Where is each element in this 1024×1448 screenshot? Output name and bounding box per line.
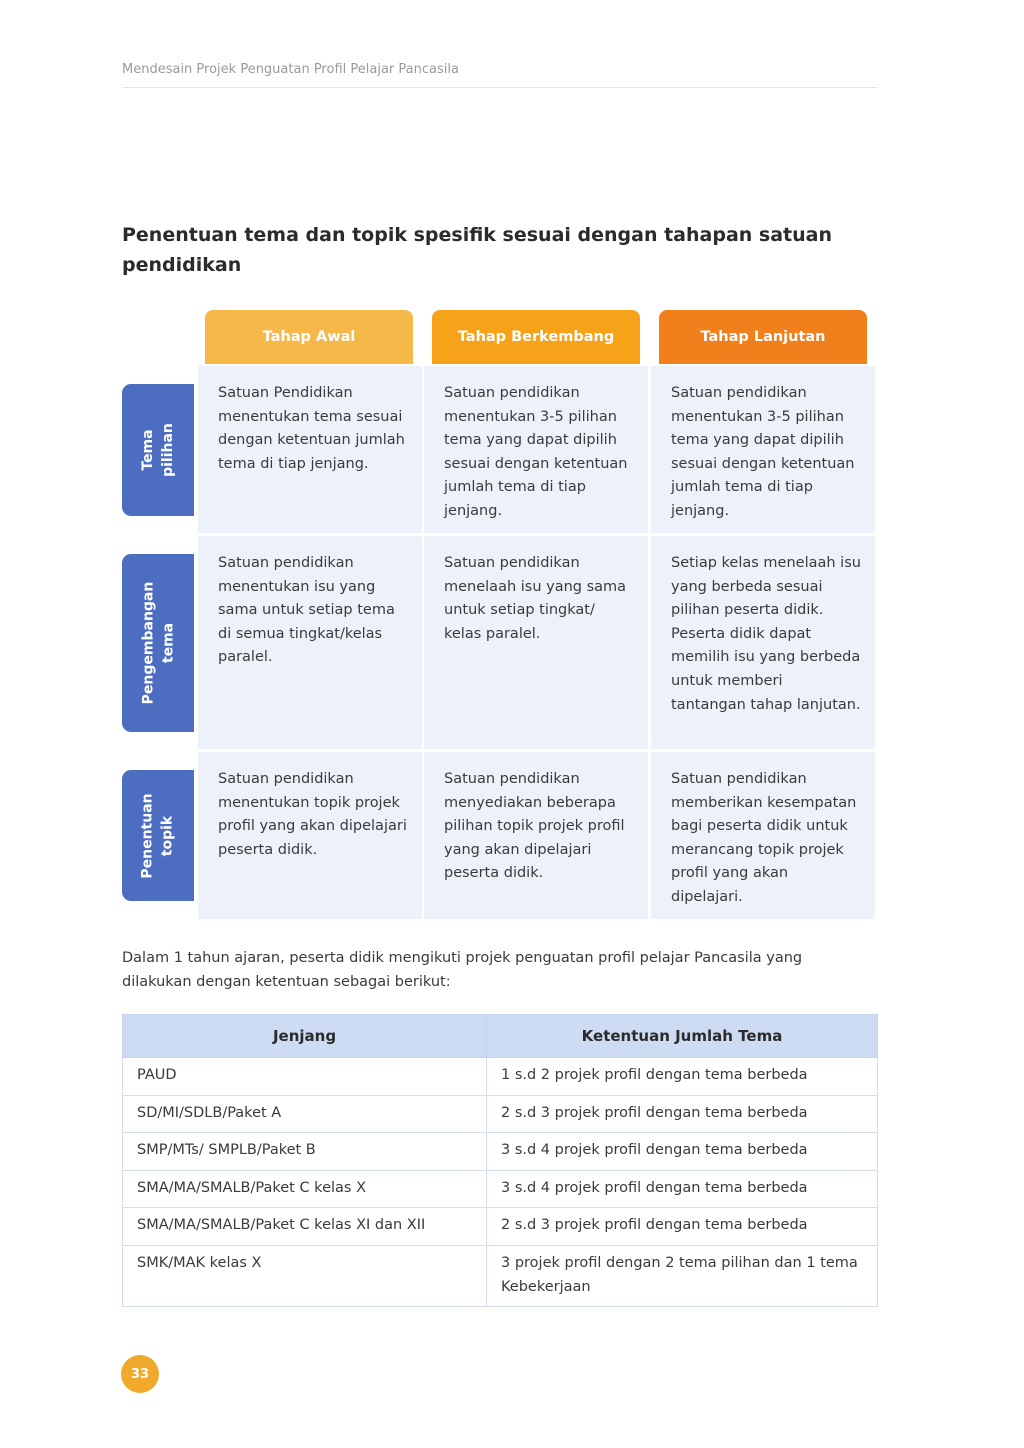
stage-header-berkembang: Tahap Berkembang xyxy=(432,310,640,364)
grid-cell: Satuan pendidikan menentukan topik projek profil yang akan dipelajari peserta didik. xyxy=(198,752,422,919)
table-cell: 3 projek profil dengan 2 tema pilihan dan 1 tema Kebekerjaan xyxy=(487,1245,878,1306)
grid-cell: Satuan pendidikan menentukan 3-5 pilihan tema yang dapat dipilih sesuai dengan ketentuan jumlah tema di tiap jenjang. xyxy=(651,366,875,533)
table-row xyxy=(123,1133,878,1171)
header-divider xyxy=(122,87,878,88)
table-row xyxy=(123,1208,878,1246)
table-cell: PAUD xyxy=(123,1058,487,1096)
table-row xyxy=(123,1058,878,1096)
table-cell: SMP/MTs/ SMPLB/Paket B xyxy=(123,1133,487,1171)
grid-cell: Satuan pendidikan menyediakan beberapa pilihan topik projek profil yang akan dipelajari peserta didik. xyxy=(424,752,648,919)
grid-cell: Satuan pendidikan memberikan kesempatan bagi peserta didik untuk merancang topik projek profil yang akan dipelajari. xyxy=(651,752,875,919)
row-tab-tema-pilihan xyxy=(122,384,194,516)
table-cell: SMA/MA/SMALB/Paket C kelas XI dan XII xyxy=(123,1208,487,1246)
row-tab-penentuan-topik xyxy=(122,770,194,901)
grid-cell: Satuan pendidikan menentukan 3-5 pilihan tema yang dapat dipilih sesuai dengan ketentuan jumlah tema di tiap jenjang. xyxy=(424,366,648,533)
stage-header-awal: Tahap Awal xyxy=(205,310,413,364)
table-row xyxy=(123,1095,878,1133)
page-number-badge: 33 xyxy=(121,1355,159,1393)
table-cell: SD/MI/SDLB/Paket A xyxy=(123,1095,487,1133)
column-header-ketentuan: Ketentuan Jumlah Tema xyxy=(487,1015,878,1058)
intro-paragraph: Dalam 1 tahun ajaran, peserta didik mengikuti projek penguatan profil pelajar Pancasila yang dilakukan dengan ketentuan sebagai berikut: xyxy=(122,950,803,990)
table-cell: 3 s.d 4 projek profil dengan tema berbeda xyxy=(487,1133,878,1171)
grid-cell: Satuan pendidikan menelaah isu yang sama untuk setiap tingkat/ kelas paralel. xyxy=(424,536,648,749)
grid-cell: Satuan pendidikan menentukan isu yang sama untuk setiap tema di semua tingkat/kelas paralel. xyxy=(198,536,422,749)
column-header-jenjang: Jenjang xyxy=(123,1015,487,1058)
grid-cell: Satuan Pendidikan menentukan tema sesuai dengan ketentuan jumlah tema di tiap jenjang. xyxy=(198,366,422,533)
table-cell: 2 s.d 3 projek profil dengan tema berbeda xyxy=(487,1095,878,1133)
grid-cell: Setiap kelas menelaah isu yang berbeda sesuai pilihan peserta didik. Peserta didik dapat memilih isu yang berbeda untuk memberi tantangan tahap lanjutan. xyxy=(651,536,875,749)
theme-count-table xyxy=(122,1014,878,1307)
table-header-row xyxy=(123,1015,878,1058)
table-cell: 2 s.d 3 projek profil dengan tema berbeda xyxy=(487,1208,878,1246)
row-tab-label: Pengembangan tema xyxy=(140,581,177,705)
running-header: Mendesain Projek Penguatan Profil Pelajar Pancasila xyxy=(122,62,459,77)
table-cell: 3 s.d 4 projek profil dengan tema berbeda xyxy=(487,1170,878,1208)
table-row xyxy=(123,1245,878,1306)
row-tab-label: Penentuan topik xyxy=(140,792,177,879)
row-tab-label: Tema pilihan xyxy=(140,423,176,477)
stage-header-lanjutan: Tahap Lanjutan xyxy=(659,310,867,364)
row-tab-pengembangan-tema xyxy=(122,554,194,732)
table-cell: SMK/MAK kelas X xyxy=(123,1245,487,1306)
section-title: Penentuan tema dan topik spesifik sesuai dengan tahapan satuan pendidikan xyxy=(122,224,832,276)
table-cell: 1 s.d 2 projek profil dengan tema berbeda xyxy=(487,1058,878,1096)
table-cell: SMA/MA/SMALB/Paket C kelas X xyxy=(123,1170,487,1208)
table-row xyxy=(123,1170,878,1208)
